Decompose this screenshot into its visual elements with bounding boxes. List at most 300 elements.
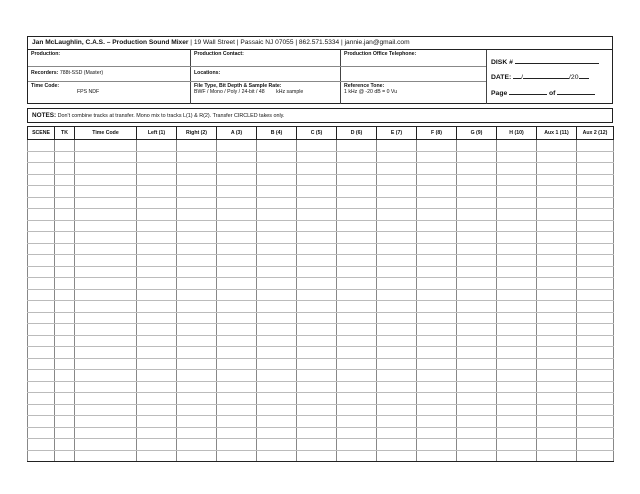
table-cell[interactable] bbox=[577, 335, 614, 347]
table-cell[interactable] bbox=[297, 347, 337, 359]
table-cell[interactable] bbox=[137, 289, 177, 301]
table-cell[interactable] bbox=[257, 335, 297, 347]
table-cell[interactable] bbox=[457, 186, 497, 198]
table-cell[interactable] bbox=[457, 140, 497, 152]
table-cell[interactable] bbox=[497, 301, 537, 313]
table-cell[interactable] bbox=[257, 450, 297, 462]
table-cell[interactable] bbox=[297, 266, 337, 278]
table-cell[interactable] bbox=[137, 220, 177, 232]
table-cell[interactable] bbox=[28, 358, 55, 370]
table-cell[interactable] bbox=[497, 450, 537, 462]
table-cell[interactable] bbox=[297, 324, 337, 336]
table-cell[interactable] bbox=[537, 312, 577, 324]
table-cell[interactable] bbox=[75, 255, 137, 267]
table-cell[interactable] bbox=[137, 335, 177, 347]
table-cell[interactable] bbox=[137, 209, 177, 221]
table-cell[interactable] bbox=[217, 393, 257, 405]
table-cell[interactable] bbox=[177, 335, 217, 347]
table-cell[interactable] bbox=[297, 209, 337, 221]
table-cell[interactable] bbox=[337, 301, 377, 313]
table-cell[interactable] bbox=[137, 232, 177, 244]
table-cell[interactable] bbox=[137, 151, 177, 163]
table-cell[interactable] bbox=[537, 186, 577, 198]
table-cell[interactable] bbox=[177, 301, 217, 313]
table-cell[interactable] bbox=[377, 163, 417, 175]
table-cell[interactable] bbox=[457, 220, 497, 232]
table-row[interactable] bbox=[28, 266, 614, 278]
table-cell[interactable] bbox=[297, 151, 337, 163]
table-cell[interactable] bbox=[137, 324, 177, 336]
table-cell[interactable] bbox=[297, 439, 337, 451]
table-cell[interactable] bbox=[537, 393, 577, 405]
table-cell[interactable] bbox=[577, 301, 614, 313]
table-cell[interactable] bbox=[297, 232, 337, 244]
table-cell[interactable] bbox=[417, 335, 457, 347]
table-cell[interactable] bbox=[497, 335, 537, 347]
table-cell[interactable] bbox=[377, 450, 417, 462]
table-cell[interactable] bbox=[537, 450, 577, 462]
table-cell[interactable] bbox=[28, 232, 55, 244]
table-cell[interactable] bbox=[257, 209, 297, 221]
table-cell[interactable] bbox=[217, 370, 257, 382]
table-cell[interactable] bbox=[537, 243, 577, 255]
table-row[interactable] bbox=[28, 450, 614, 462]
table-cell[interactable] bbox=[177, 151, 217, 163]
table-cell[interactable] bbox=[75, 209, 137, 221]
table-cell[interactable] bbox=[417, 186, 457, 198]
table-cell[interactable] bbox=[55, 312, 75, 324]
table-cell[interactable] bbox=[217, 289, 257, 301]
table-cell[interactable] bbox=[257, 358, 297, 370]
table-cell[interactable] bbox=[75, 404, 137, 416]
table-cell[interactable] bbox=[75, 163, 137, 175]
table-cell[interactable] bbox=[177, 439, 217, 451]
table-cell[interactable] bbox=[417, 289, 457, 301]
table-cell[interactable] bbox=[457, 450, 497, 462]
table-cell[interactable] bbox=[28, 197, 55, 209]
table-cell[interactable] bbox=[577, 427, 614, 439]
table-cell[interactable] bbox=[337, 404, 377, 416]
table-row[interactable] bbox=[28, 220, 614, 232]
table-cell[interactable] bbox=[537, 404, 577, 416]
table-cell[interactable] bbox=[537, 439, 577, 451]
table-cell[interactable] bbox=[577, 209, 614, 221]
table-cell[interactable] bbox=[257, 439, 297, 451]
table-cell[interactable] bbox=[55, 209, 75, 221]
table-cell[interactable] bbox=[417, 243, 457, 255]
table-cell[interactable] bbox=[55, 278, 75, 290]
table-cell[interactable] bbox=[55, 416, 75, 428]
page-field[interactable] bbox=[488, 88, 598, 98]
table-row[interactable] bbox=[28, 358, 614, 370]
table-cell[interactable] bbox=[337, 370, 377, 382]
table-cell[interactable] bbox=[177, 163, 217, 175]
table-cell[interactable] bbox=[75, 220, 137, 232]
table-row[interactable] bbox=[28, 301, 614, 313]
table-cell[interactable] bbox=[537, 381, 577, 393]
table-cell[interactable] bbox=[457, 278, 497, 290]
table-cell[interactable] bbox=[577, 151, 614, 163]
table-cell[interactable] bbox=[297, 174, 337, 186]
table-cell[interactable] bbox=[55, 370, 75, 382]
table-cell[interactable] bbox=[537, 335, 577, 347]
table-cell[interactable] bbox=[28, 381, 55, 393]
table-cell[interactable] bbox=[257, 289, 297, 301]
table-cell[interactable] bbox=[257, 416, 297, 428]
table-cell[interactable] bbox=[257, 220, 297, 232]
table-cell[interactable] bbox=[337, 186, 377, 198]
table-cell[interactable] bbox=[417, 197, 457, 209]
table-cell[interactable] bbox=[577, 266, 614, 278]
table-cell[interactable] bbox=[337, 312, 377, 324]
table-cell[interactable] bbox=[55, 358, 75, 370]
table-cell[interactable] bbox=[537, 370, 577, 382]
table-row[interactable] bbox=[28, 416, 614, 428]
table-cell[interactable] bbox=[137, 197, 177, 209]
table-cell[interactable] bbox=[377, 393, 417, 405]
table-cell[interactable] bbox=[457, 151, 497, 163]
table-cell[interactable] bbox=[217, 255, 257, 267]
table-cell[interactable] bbox=[457, 174, 497, 186]
table-cell[interactable] bbox=[577, 174, 614, 186]
table-cell[interactable] bbox=[377, 220, 417, 232]
table-cell[interactable] bbox=[457, 381, 497, 393]
table-cell[interactable] bbox=[497, 370, 537, 382]
table-cell[interactable] bbox=[537, 347, 577, 359]
table-cell[interactable] bbox=[337, 255, 377, 267]
table-row[interactable] bbox=[28, 163, 614, 175]
table-cell[interactable] bbox=[55, 163, 75, 175]
table-cell[interactable] bbox=[377, 347, 417, 359]
table-cell[interactable] bbox=[257, 381, 297, 393]
table-cell[interactable] bbox=[577, 416, 614, 428]
table-cell[interactable] bbox=[137, 163, 177, 175]
table-cell[interactable] bbox=[337, 197, 377, 209]
table-cell[interactable] bbox=[55, 289, 75, 301]
table-cell[interactable] bbox=[537, 301, 577, 313]
table-cell[interactable] bbox=[537, 289, 577, 301]
table-cell[interactable] bbox=[297, 301, 337, 313]
table-cell[interactable] bbox=[297, 358, 337, 370]
table-cell[interactable] bbox=[457, 266, 497, 278]
table-cell[interactable] bbox=[297, 186, 337, 198]
table-cell[interactable] bbox=[417, 358, 457, 370]
table-cell[interactable] bbox=[457, 439, 497, 451]
table-cell[interactable] bbox=[177, 243, 217, 255]
table-row[interactable] bbox=[28, 381, 614, 393]
table-cell[interactable] bbox=[28, 209, 55, 221]
table-cell[interactable] bbox=[297, 335, 337, 347]
table-cell[interactable] bbox=[337, 347, 377, 359]
table-cell[interactable] bbox=[75, 335, 137, 347]
table-cell[interactable] bbox=[457, 324, 497, 336]
table-cell[interactable] bbox=[377, 289, 417, 301]
table-cell[interactable] bbox=[497, 381, 537, 393]
table-row[interactable] bbox=[28, 232, 614, 244]
table-cell[interactable] bbox=[417, 416, 457, 428]
table-cell[interactable] bbox=[137, 312, 177, 324]
table-cell[interactable] bbox=[497, 255, 537, 267]
table-cell[interactable] bbox=[457, 163, 497, 175]
table-cell[interactable] bbox=[177, 347, 217, 359]
table-cell[interactable] bbox=[377, 370, 417, 382]
table-cell[interactable] bbox=[577, 278, 614, 290]
table-cell[interactable] bbox=[257, 393, 297, 405]
table-cell[interactable] bbox=[377, 243, 417, 255]
table-cell[interactable] bbox=[577, 220, 614, 232]
table-cell[interactable] bbox=[257, 301, 297, 313]
table-cell[interactable] bbox=[217, 232, 257, 244]
table-cell[interactable] bbox=[217, 140, 257, 152]
table-cell[interactable] bbox=[417, 266, 457, 278]
table-cell[interactable] bbox=[75, 140, 137, 152]
table-cell[interactable] bbox=[337, 151, 377, 163]
table-cell[interactable] bbox=[297, 427, 337, 439]
table-cell[interactable] bbox=[257, 232, 297, 244]
table-cell[interactable] bbox=[257, 324, 297, 336]
table-cell[interactable] bbox=[137, 416, 177, 428]
table-row[interactable] bbox=[28, 439, 614, 451]
table-cell[interactable] bbox=[497, 393, 537, 405]
table-cell[interactable] bbox=[417, 174, 457, 186]
table-cell[interactable] bbox=[337, 439, 377, 451]
table-cell[interactable] bbox=[577, 381, 614, 393]
table-cell[interactable] bbox=[377, 232, 417, 244]
table-cell[interactable] bbox=[177, 289, 217, 301]
table-cell[interactable] bbox=[377, 278, 417, 290]
table-cell[interactable] bbox=[457, 370, 497, 382]
table-row[interactable] bbox=[28, 347, 614, 359]
table-cell[interactable] bbox=[497, 312, 537, 324]
table-cell[interactable] bbox=[75, 197, 137, 209]
table-cell[interactable] bbox=[177, 197, 217, 209]
table-cell[interactable] bbox=[457, 232, 497, 244]
table-cell[interactable] bbox=[177, 450, 217, 462]
table-cell[interactable] bbox=[177, 220, 217, 232]
table-cell[interactable] bbox=[297, 370, 337, 382]
table-cell[interactable] bbox=[377, 439, 417, 451]
table-cell[interactable] bbox=[217, 335, 257, 347]
table-cell[interactable] bbox=[217, 266, 257, 278]
table-cell[interactable] bbox=[337, 209, 377, 221]
table-cell[interactable] bbox=[177, 404, 217, 416]
table-cell[interactable] bbox=[177, 324, 217, 336]
table-cell[interactable] bbox=[497, 243, 537, 255]
table-cell[interactable] bbox=[497, 324, 537, 336]
table-cell[interactable] bbox=[457, 416, 497, 428]
table-cell[interactable] bbox=[417, 439, 457, 451]
table-cell[interactable] bbox=[28, 151, 55, 163]
table-cell[interactable] bbox=[297, 393, 337, 405]
table-cell[interactable] bbox=[297, 416, 337, 428]
table-cell[interactable] bbox=[577, 255, 614, 267]
table-cell[interactable] bbox=[137, 278, 177, 290]
table-cell[interactable] bbox=[75, 266, 137, 278]
table-cell[interactable] bbox=[417, 393, 457, 405]
table-cell[interactable] bbox=[28, 335, 55, 347]
table-cell[interactable] bbox=[497, 140, 537, 152]
table-cell[interactable] bbox=[28, 186, 55, 198]
table-cell[interactable] bbox=[537, 197, 577, 209]
table-cell[interactable] bbox=[377, 312, 417, 324]
table-cell[interactable] bbox=[417, 209, 457, 221]
table-cell[interactable] bbox=[137, 427, 177, 439]
table-cell[interactable] bbox=[577, 393, 614, 405]
table-cell[interactable] bbox=[55, 220, 75, 232]
table-row[interactable] bbox=[28, 370, 614, 382]
table-cell[interactable] bbox=[417, 381, 457, 393]
table-cell[interactable] bbox=[417, 312, 457, 324]
table-cell[interactable] bbox=[75, 393, 137, 405]
table-cell[interactable] bbox=[75, 186, 137, 198]
table-cell[interactable] bbox=[337, 220, 377, 232]
table-cell[interactable] bbox=[577, 324, 614, 336]
table-cell[interactable] bbox=[497, 266, 537, 278]
table-cell[interactable] bbox=[577, 370, 614, 382]
table-cell[interactable] bbox=[177, 186, 217, 198]
table-cell[interactable] bbox=[337, 232, 377, 244]
table-cell[interactable] bbox=[257, 404, 297, 416]
table-cell[interactable] bbox=[75, 324, 137, 336]
table-cell[interactable] bbox=[137, 381, 177, 393]
table-cell[interactable] bbox=[417, 450, 457, 462]
table-cell[interactable] bbox=[537, 278, 577, 290]
table-cell[interactable] bbox=[497, 197, 537, 209]
table-cell[interactable] bbox=[457, 358, 497, 370]
table-cell[interactable] bbox=[55, 450, 75, 462]
table-cell[interactable] bbox=[377, 151, 417, 163]
table-cell[interactable] bbox=[497, 289, 537, 301]
table-cell[interactable] bbox=[417, 370, 457, 382]
table-cell[interactable] bbox=[537, 174, 577, 186]
table-cell[interactable] bbox=[337, 289, 377, 301]
table-row[interactable] bbox=[28, 404, 614, 416]
table-cell[interactable] bbox=[55, 186, 75, 198]
table-cell[interactable] bbox=[417, 347, 457, 359]
table-cell[interactable] bbox=[75, 381, 137, 393]
table-cell[interactable] bbox=[217, 174, 257, 186]
table-cell[interactable] bbox=[55, 404, 75, 416]
table-cell[interactable] bbox=[297, 278, 337, 290]
table-cell[interactable] bbox=[377, 174, 417, 186]
table-cell[interactable] bbox=[577, 450, 614, 462]
table-cell[interactable] bbox=[217, 278, 257, 290]
table-cell[interactable] bbox=[377, 335, 417, 347]
table-cell[interactable] bbox=[497, 404, 537, 416]
table-cell[interactable] bbox=[217, 163, 257, 175]
table-cell[interactable] bbox=[28, 278, 55, 290]
table-cell[interactable] bbox=[457, 427, 497, 439]
table-cell[interactable] bbox=[497, 347, 537, 359]
table-cell[interactable] bbox=[377, 358, 417, 370]
table-cell[interactable] bbox=[28, 312, 55, 324]
table-cell[interactable] bbox=[537, 140, 577, 152]
table-cell[interactable] bbox=[257, 140, 297, 152]
table-cell[interactable] bbox=[577, 289, 614, 301]
table-cell[interactable] bbox=[55, 197, 75, 209]
table-cell[interactable] bbox=[137, 186, 177, 198]
table-row[interactable] bbox=[28, 289, 614, 301]
table-cell[interactable] bbox=[497, 174, 537, 186]
table-cell[interactable] bbox=[217, 312, 257, 324]
table-cell[interactable] bbox=[457, 243, 497, 255]
table-cell[interactable] bbox=[337, 278, 377, 290]
table-cell[interactable] bbox=[75, 278, 137, 290]
table-cell[interactable] bbox=[377, 301, 417, 313]
table-cell[interactable] bbox=[75, 312, 137, 324]
table-cell[interactable] bbox=[75, 174, 137, 186]
table-row[interactable] bbox=[28, 427, 614, 439]
table-cell[interactable] bbox=[417, 140, 457, 152]
table-cell[interactable] bbox=[55, 439, 75, 451]
table-cell[interactable] bbox=[137, 358, 177, 370]
table-cell[interactable] bbox=[217, 439, 257, 451]
table-cell[interactable] bbox=[137, 370, 177, 382]
table-cell[interactable] bbox=[28, 450, 55, 462]
table-cell[interactable] bbox=[28, 404, 55, 416]
table-cell[interactable] bbox=[577, 140, 614, 152]
table-cell[interactable] bbox=[417, 220, 457, 232]
table-row[interactable] bbox=[28, 255, 614, 267]
table-cell[interactable] bbox=[28, 301, 55, 313]
table-cell[interactable] bbox=[337, 427, 377, 439]
table-cell[interactable] bbox=[337, 335, 377, 347]
table-cell[interactable] bbox=[497, 163, 537, 175]
table-cell[interactable] bbox=[457, 209, 497, 221]
table-cell[interactable] bbox=[497, 232, 537, 244]
table-cell[interactable] bbox=[137, 243, 177, 255]
table-cell[interactable] bbox=[55, 347, 75, 359]
table-row[interactable] bbox=[28, 174, 614, 186]
table-cell[interactable] bbox=[257, 163, 297, 175]
table-row[interactable] bbox=[28, 278, 614, 290]
table-cell[interactable] bbox=[377, 140, 417, 152]
table-cell[interactable] bbox=[177, 174, 217, 186]
table-cell[interactable] bbox=[257, 370, 297, 382]
table-cell[interactable] bbox=[577, 439, 614, 451]
table-cell[interactable] bbox=[337, 324, 377, 336]
table-cell[interactable] bbox=[257, 197, 297, 209]
table-cell[interactable] bbox=[55, 266, 75, 278]
table-cell[interactable] bbox=[75, 151, 137, 163]
table-cell[interactable] bbox=[497, 358, 537, 370]
table-cell[interactable] bbox=[337, 163, 377, 175]
table-cell[interactable] bbox=[28, 347, 55, 359]
table-cell[interactable] bbox=[257, 312, 297, 324]
table-cell[interactable] bbox=[28, 220, 55, 232]
table-cell[interactable] bbox=[537, 324, 577, 336]
table-cell[interactable] bbox=[28, 393, 55, 405]
date-field[interactable] bbox=[488, 72, 592, 82]
table-cell[interactable] bbox=[577, 186, 614, 198]
table-cell[interactable] bbox=[577, 404, 614, 416]
table-cell[interactable] bbox=[55, 232, 75, 244]
table-cell[interactable] bbox=[337, 140, 377, 152]
table-cell[interactable] bbox=[457, 312, 497, 324]
table-cell[interactable] bbox=[417, 163, 457, 175]
table-cell[interactable] bbox=[55, 381, 75, 393]
table-cell[interactable] bbox=[257, 174, 297, 186]
table-cell[interactable] bbox=[497, 209, 537, 221]
table-cell[interactable] bbox=[28, 439, 55, 451]
table-cell[interactable] bbox=[297, 289, 337, 301]
table-cell[interactable] bbox=[537, 255, 577, 267]
table-cell[interactable] bbox=[55, 151, 75, 163]
table-cell[interactable] bbox=[537, 151, 577, 163]
table-row[interactable] bbox=[28, 151, 614, 163]
table-cell[interactable] bbox=[457, 197, 497, 209]
table-cell[interactable] bbox=[537, 232, 577, 244]
